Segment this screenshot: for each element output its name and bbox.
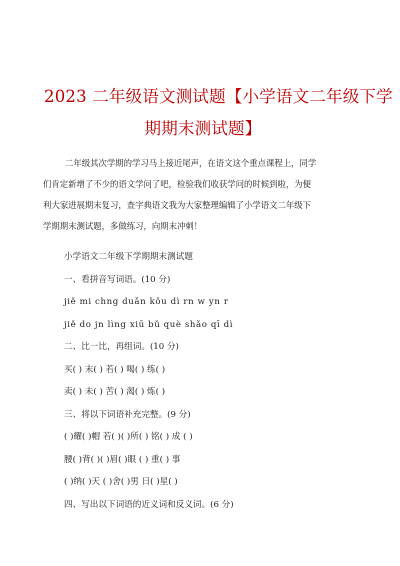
pinyin-row: jiě do jn lìng xiū bǔ què shǎo qī dì bbox=[64, 319, 234, 330]
section-four-heading: 四、写出以下词语的近义词和反义词。(6 分) bbox=[64, 499, 234, 510]
compare-row: 买( ) 末( ) 若( ) 喝( ) 练( ) bbox=[64, 364, 166, 375]
title-line-1: 2023 二年级语文测试题【小学语文二年级下学 bbox=[44, 87, 393, 106]
intro-line: 们肯定新增了不少的语文学问了吧，检验我们收获学问的时候到啦，为便 bbox=[43, 179, 311, 189]
compare-row: 卖( ) 未( ) 苦( ) 渴( ) 炼( ) bbox=[64, 387, 166, 397]
intro-paragraph bbox=[43, 153, 365, 237]
title-line-2: 期期末测试题】 bbox=[144, 119, 262, 138]
section-one-heading: 一、看拼音写词语。(10 分) bbox=[64, 274, 171, 285]
pinyin-row: jiě mi chng duǎn kǒu dì rn w yn r bbox=[64, 297, 229, 307]
fill-in-row: ( )纳( )天 ( )舍( )男 日( )星( ) bbox=[64, 477, 178, 487]
intro-line: 二年级其次学期的学习马上接近尾声，在语文这个重点课程上，同学 bbox=[65, 158, 317, 168]
fill-in-row: ( )耀( )帽 若( )( )所( ) 铭( ) 成 ( ) bbox=[64, 432, 193, 442]
section-three-heading: 三、将以下词语补充完整。(9 分) bbox=[64, 409, 191, 420]
test-content bbox=[64, 246, 364, 516]
document-title bbox=[44, 81, 393, 145]
test-heading: 小学语文二年级下学期期末测试题 bbox=[64, 252, 193, 262]
section-two-heading: 二、比一比，再组词。(10 分) bbox=[64, 342, 179, 352]
intro-line: 学期期末测试题，多做练习，向期末冲刺！ bbox=[43, 221, 203, 231]
fill-in-row: 腰( )背( )( )眉( )眼 ( ) 重( ) 事 bbox=[64, 454, 181, 465]
intro-line: 利大家进展期末复习，查字典语文我为大家整理编辑了小学语文二年级下 bbox=[43, 200, 311, 210]
